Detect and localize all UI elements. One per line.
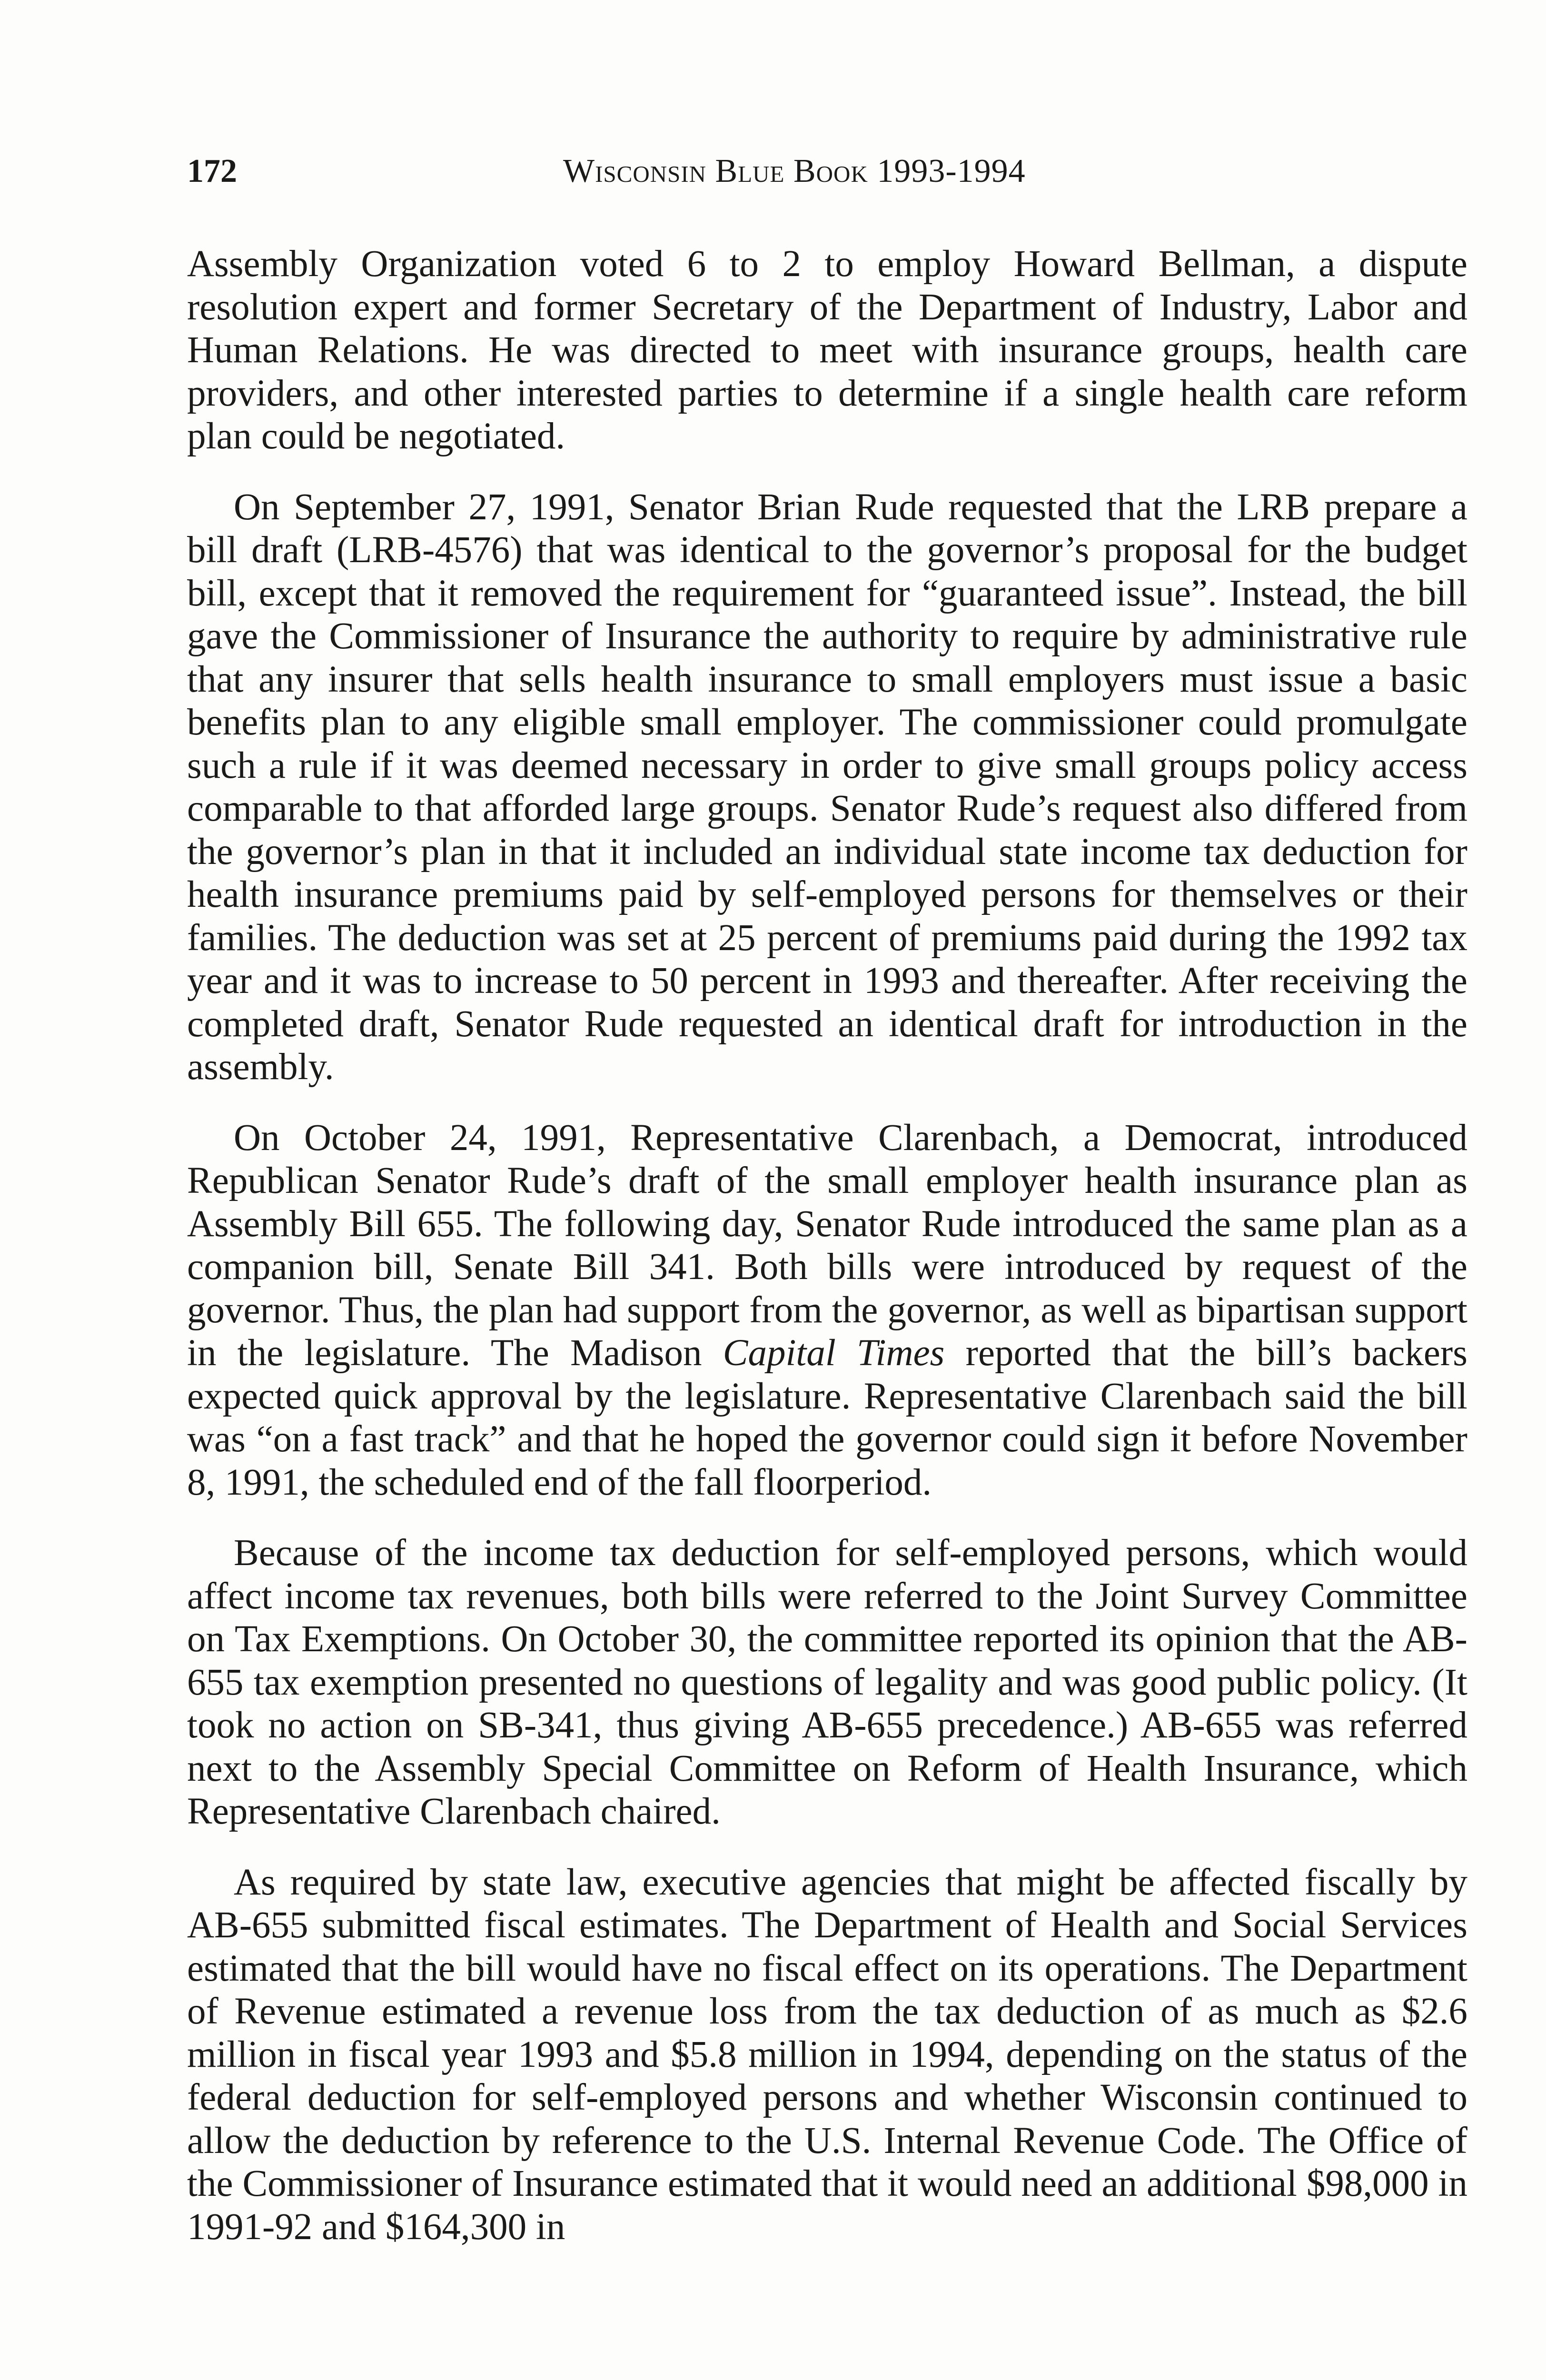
paragraph: As required by state law, executive agencies that might be affected fiscally by AB-655 submitted fiscal estimates. The Department of Health and Social Services estimated that the bill would have no fiscal effect on its operations. The Department of Revenue estimated a revenue loss from the tax deduction of as much as $2.6 million in fiscal year 1993 and $5.8 million in 1994, depending on the status of the federal deduction for self-employed persons and whether Wisconsin continued to allow the deduction by reference to the U.S. Internal Revenue Code. The Office of the Commissioner of Insurance estimated that it would need an additional $98,000 in 1991-92 and $164,300 in — [187, 1861, 1467, 2248]
paragraph-text: reported that the bill’s backers expected quick approval by the legislature. Representative Clarenbach said the bill was “on a fast track” and that he hoped the governor could sign it before November 8, 1991, the scheduled end of the fall floorperiod. — [187, 1332, 1467, 1503]
running-header — [187, 145, 1472, 198]
paragraph-continued: Assembly Organization voted 6 to 2 to employ Howard Bellman, a dispute resolution expert and former Secretary of the Department of Industry, Labor and Human Relations. He was directed to meet with insurance groups, health care providers, and other interested parties to determine if a single health care reform plan could be negotiated. — [187, 243, 1467, 457]
paragraph — [187, 1117, 1467, 1505]
paragraph: On September 27, 1991, Senator Brian Rude requested that the LRB prepare a bill draft (LRB-4576) that was identical to the governor’s proposal for the budget bill, except that it removed the requirement for “guaranteed issue”. Instead, the bill gave the Commissioner of Insurance the authority to require by administrative rule that any insurer that sells health insurance to small employers must issue a basic benefits plan to any eligible small employer. The commissioner could promulgate such a rule if it was deemed necessary in order to give small groups policy access comparable to that afforded large groups. Senator Rude’s request also differed from the governor’s plan in that it included an individual state income tax deduction for health insurance premiums paid by self-employed persons for themselves or their families. The deduction was set at 25 percent of premiums paid during the 1992 tax year and it was to increase to 50 percent in 1993 and thereafter. After receiving the completed draft, Senator Rude requested an identical draft for introduction in the assembly. — [187, 486, 1467, 1088]
page-number: 172 — [187, 153, 237, 189]
paragraph: Because of the income tax deduction for self-employed persons, which would affect income tax revenues, both bills were referred to the Joint Survey Committee on Tax Exemptions. On October 30, the committee reported its opinion that the AB-655 tax exemption presented no questions of legality and was good public policy. (It took no action on SB-341, thus giving AB-655 precedence.) AB-655 was referred next to the Assembly Special Committee on Reform of Health Insurance, which Representative Clarenbach chaired. — [187, 1532, 1467, 1832]
paragraph-text: On October 24, 1991, Representative Clarenbach, a Democrat, introduced Republican Senator Rude’s draft of the small employer health insurance plan as Assembly Bill 655. The following day, Senator Rude introduced the same plan as a companion bill, Senate Bill 341. Both bills were introduced by request of the governor. Thus, the plan had support from the governor, as well as bipartisan support in the legislature. The Madison — [187, 1117, 1467, 1374]
body-text — [187, 243, 1467, 2276]
book-title: Wisconsin Blue Book 1993-1994 — [563, 153, 1026, 189]
publication-title: Capital Times — [723, 1332, 945, 1374]
